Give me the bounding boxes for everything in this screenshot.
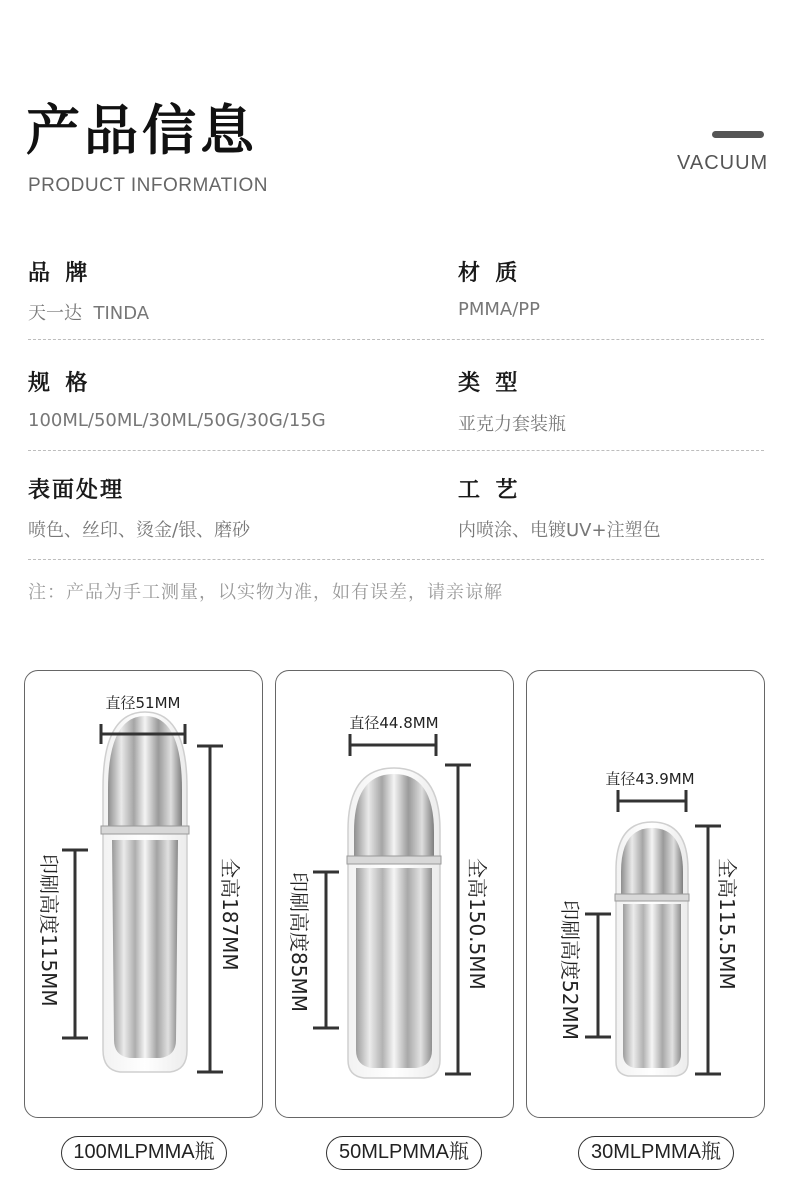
material-value: PMMA/PP [458, 299, 541, 320]
process-label: 工 艺 [458, 478, 518, 503]
spec-label: 规 格 [28, 371, 88, 396]
print-height-dim-50ml [313, 872, 339, 1028]
print-height-dim-30ml [585, 914, 611, 1037]
material-label: 材 质 [458, 261, 518, 286]
diameter-dim-50ml [350, 734, 436, 756]
diameter-text-100ml: 直径51MM [105, 694, 181, 712]
total-height-text-100ml: 全高187MM [218, 858, 242, 971]
print-height-text-30ml: 印刷高度52MM [558, 900, 582, 1040]
product-label-30ml: 30MLPMMA瓶 [578, 1136, 734, 1170]
total-height-text-50ml: 全高150.5MM [465, 858, 489, 990]
page-subtitle: PRODUCT INFORMATION [28, 175, 268, 196]
spec-value: 100ML/50ML/30ML/50G/30G/15G [28, 410, 326, 431]
surface-label: 表面处理 [28, 478, 125, 503]
bottle-50ml [347, 768, 441, 1078]
print-height-text-100ml: 印刷高度115MM [37, 854, 61, 1007]
diameter-text-50ml: 直径44.8MM [349, 714, 439, 732]
diameter-dim-30ml [618, 790, 686, 812]
print-height-text-50ml: 印刷高度85MM [287, 872, 311, 1012]
bottle-100ml [101, 712, 189, 1072]
page-title: 产品信息 [26, 99, 258, 162]
product-label-50ml: 50MLPMMA瓶 [326, 1136, 482, 1170]
disclaimer-note: 注：产品为手工测量，以实物为准，如有误差，请亲谅解 [28, 582, 503, 603]
brand-label: 品 牌 [28, 261, 88, 286]
vacuum-tag: VACUUM [677, 152, 769, 174]
print-height-dim-100ml [62, 850, 88, 1038]
surface-value: 喷色、丝印、烫金/银、磨砂 [28, 520, 251, 541]
total-height-text-30ml: 全高115.5MM [715, 858, 739, 990]
brand-value: 天一达 TINDA [28, 303, 150, 324]
type-label: 类 型 [458, 371, 518, 396]
diameter-text-30ml: 直径43.9MM [605, 770, 695, 788]
bottle-30ml [615, 822, 689, 1076]
product-label-100ml: 100MLPMMA瓶 [61, 1136, 227, 1170]
type-value: 亚克力套装瓶 [458, 414, 566, 435]
process-value: 内喷涂、电镀UV+注塑色 [458, 520, 661, 541]
